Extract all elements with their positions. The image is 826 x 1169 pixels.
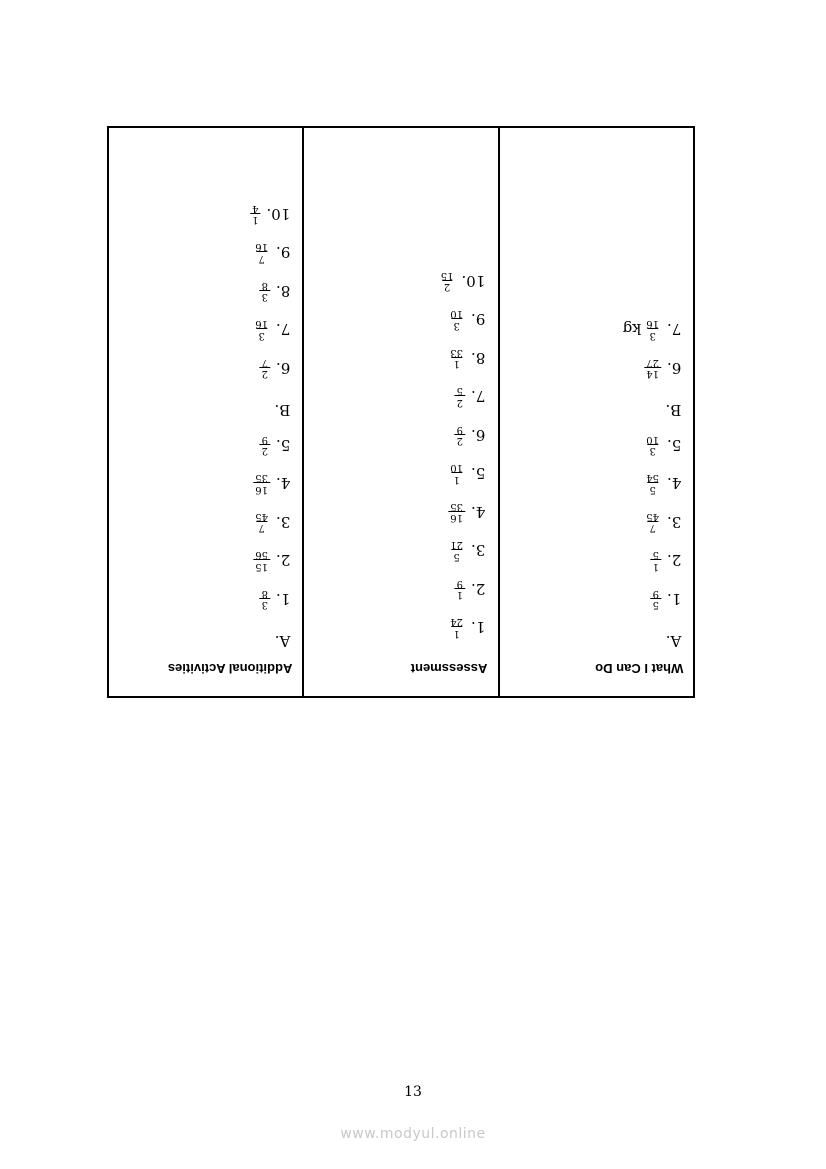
item-number: 3. xyxy=(276,513,291,531)
fraction xyxy=(644,472,661,494)
item-number: B. xyxy=(274,401,291,419)
numerator: 1 xyxy=(252,214,259,226)
answer-item xyxy=(455,385,486,407)
item-number: 7. xyxy=(666,320,681,339)
answer-item xyxy=(665,402,681,417)
item-number: 6. xyxy=(666,359,681,377)
item-number: A. xyxy=(274,632,291,650)
numerator: 1 xyxy=(652,561,659,572)
fraction xyxy=(253,549,270,571)
fraction xyxy=(260,434,270,456)
item-number: 2. xyxy=(471,580,486,598)
denominator: 9 xyxy=(652,588,659,599)
numerator: 3 xyxy=(258,330,265,341)
item-number: 8. xyxy=(276,282,291,300)
item-number: 7. xyxy=(276,320,291,339)
item-number: 7. xyxy=(471,387,486,406)
numerator: 1 xyxy=(453,628,461,639)
denominator: 45 xyxy=(255,511,269,522)
answer-item xyxy=(650,588,681,610)
answer-item xyxy=(275,633,291,648)
denominator: 9 xyxy=(261,434,269,445)
denominator: 7 xyxy=(261,357,269,368)
numerator: 3 xyxy=(649,445,656,457)
item-number: 6. xyxy=(471,426,486,444)
fraction xyxy=(449,347,466,369)
numerator: 16 xyxy=(450,512,464,524)
answer-item xyxy=(260,588,291,610)
numerator: 3 xyxy=(453,320,461,331)
item-number: 5. xyxy=(471,464,486,483)
item-number: 3. xyxy=(666,513,681,531)
answer-item xyxy=(644,472,681,494)
fraction xyxy=(439,270,456,292)
fraction xyxy=(253,318,270,340)
fraction xyxy=(650,549,660,571)
fraction xyxy=(455,385,465,407)
denominator: 24 xyxy=(450,616,464,628)
item-number: A. xyxy=(665,632,681,650)
column-assessment xyxy=(302,128,497,696)
denominator: 21 xyxy=(450,539,464,551)
numerator: 5 xyxy=(453,551,461,562)
answer-item xyxy=(644,434,681,456)
fraction xyxy=(644,434,661,456)
item-number: 1. xyxy=(666,590,681,608)
fraction xyxy=(644,318,661,340)
column-additional-activities xyxy=(109,128,302,696)
answer-item xyxy=(275,402,291,417)
numerator: 16 xyxy=(255,484,269,495)
numerator: 2 xyxy=(261,368,269,380)
denominator: 35 xyxy=(255,472,269,484)
numerator: 2 xyxy=(456,397,464,408)
denominator: 45 xyxy=(645,511,659,522)
fraction xyxy=(650,588,660,610)
fraction xyxy=(455,424,465,446)
denominator: 4 xyxy=(252,203,259,214)
column-title: What I Can Do xyxy=(594,661,683,676)
numerator: 15 xyxy=(255,561,269,572)
denominator: 35 xyxy=(450,501,464,512)
numerator: 7 xyxy=(258,522,265,534)
denominator: 9 xyxy=(456,424,464,435)
numerator: 1 xyxy=(456,589,464,601)
item-number: 9. xyxy=(471,310,486,329)
answer-key-table xyxy=(107,126,695,698)
item-number: 8. xyxy=(471,349,486,367)
denominator: 33 xyxy=(450,347,464,358)
item-number: 3. xyxy=(471,541,486,560)
item-number: 6. xyxy=(276,359,291,377)
answer-item xyxy=(449,616,486,638)
answer-item xyxy=(449,501,486,523)
column-title: Additional Activities xyxy=(167,661,293,676)
numerator: 3 xyxy=(649,330,656,341)
answer-item xyxy=(449,347,486,369)
unit-suffix: kg xyxy=(622,320,641,339)
denominator: 8 xyxy=(261,280,269,291)
answer-item xyxy=(622,318,681,340)
page-number: 13 xyxy=(404,1084,422,1100)
answer-item xyxy=(253,511,290,533)
answer-item xyxy=(260,280,291,302)
numerator: 3 xyxy=(261,599,269,611)
denominator: 15 xyxy=(441,270,454,281)
answer-item xyxy=(250,203,290,225)
fraction xyxy=(449,462,466,484)
denominator: 54 xyxy=(645,472,659,484)
numerator: 7 xyxy=(649,522,656,534)
fraction xyxy=(260,357,270,379)
answer-item xyxy=(455,578,486,600)
answer-item xyxy=(449,539,486,561)
answer-item xyxy=(253,318,290,340)
numerator: 3 xyxy=(261,291,269,303)
item-number: 1. xyxy=(471,618,486,637)
answer-item xyxy=(449,462,486,484)
answer-item xyxy=(260,357,291,379)
item-number: 4. xyxy=(276,474,291,493)
answer-item xyxy=(644,511,681,533)
fraction xyxy=(644,511,661,533)
numerator: 1 xyxy=(453,474,461,485)
item-number: 9. xyxy=(276,243,291,262)
answer-item xyxy=(455,424,486,446)
denominator: 16 xyxy=(255,318,269,330)
denominator: 10 xyxy=(450,308,464,320)
column-title: Assessment xyxy=(411,661,488,676)
item-number: 5. xyxy=(666,436,681,454)
numerator: 1 xyxy=(453,358,461,370)
answer-item xyxy=(449,308,486,330)
answer-item xyxy=(253,549,290,571)
answer-item xyxy=(260,434,291,456)
fraction xyxy=(449,616,466,638)
answer-item xyxy=(665,633,681,648)
fraction xyxy=(260,280,270,302)
answer-item xyxy=(439,270,486,292)
answer-item xyxy=(253,472,290,494)
item-number: 10. xyxy=(266,205,291,223)
item-number: B. xyxy=(665,401,681,419)
denominator: 27 xyxy=(645,357,659,368)
denominator: 5 xyxy=(456,385,464,397)
item-number: 10. xyxy=(461,272,486,290)
numerator: 14 xyxy=(645,368,659,380)
numerator: 7 xyxy=(258,253,265,264)
fraction xyxy=(250,203,260,225)
fraction xyxy=(253,472,270,494)
fraction xyxy=(253,511,270,533)
answer-item xyxy=(650,549,681,571)
answer-item xyxy=(253,241,290,263)
denominator: 56 xyxy=(255,549,269,561)
item-number: 5. xyxy=(276,436,291,454)
answer-item xyxy=(644,357,681,379)
item-number: 4. xyxy=(471,503,486,521)
numerator: 5 xyxy=(652,599,659,611)
fraction xyxy=(449,539,466,561)
denominator: 8 xyxy=(261,588,269,599)
numerator: 2 xyxy=(261,445,269,457)
numerator: 2 xyxy=(456,435,464,447)
fraction xyxy=(644,357,661,379)
denominator: 16 xyxy=(645,318,659,330)
column-what-i-can-do xyxy=(498,128,693,696)
fraction xyxy=(253,241,270,263)
item-number: 1. xyxy=(276,590,291,608)
denominator: 9 xyxy=(456,578,464,589)
denominator: 16 xyxy=(255,241,269,253)
denominator: 5 xyxy=(652,549,659,561)
numerator: 2 xyxy=(444,281,451,293)
watermark: www.modyul.online xyxy=(340,1126,486,1142)
item-number: 4. xyxy=(666,474,681,493)
fraction xyxy=(449,501,466,523)
denominator: 10 xyxy=(645,434,659,445)
fraction xyxy=(449,308,466,330)
item-number: 2. xyxy=(276,551,291,570)
denominator: 10 xyxy=(450,462,464,474)
fraction xyxy=(455,578,465,600)
item-number: 2. xyxy=(666,551,681,570)
numerator: 5 xyxy=(649,484,656,495)
fraction xyxy=(260,588,270,610)
